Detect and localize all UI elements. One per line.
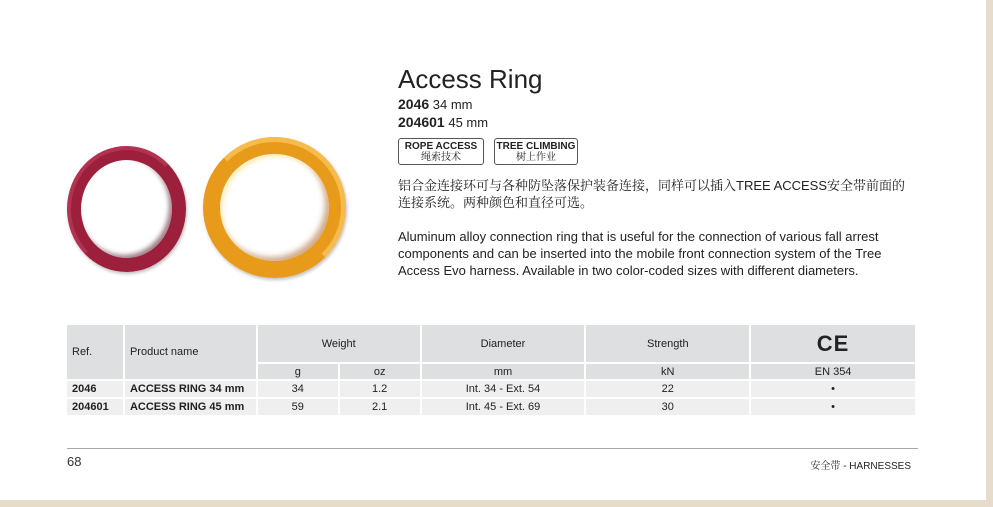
ce-mark-icon: CE: [750, 325, 916, 363]
table-header-row: [67, 325, 916, 363]
cell-oz: 1.2: [339, 380, 421, 398]
header-diameter: Diameter: [421, 325, 586, 363]
ref-size: 45 mm: [448, 115, 489, 130]
badge-label-zh: 树上作业: [516, 152, 556, 163]
cell-en354: •: [750, 380, 916, 398]
ref-number: 2046: [398, 96, 430, 112]
cell-name: ACCESS RING 34 mm: [124, 380, 257, 398]
product-ref-204601: [398, 114, 488, 130]
badge-label-zh: 绳索技术: [421, 152, 461, 163]
access-ring-34-red-image: [67, 146, 186, 272]
header-strength: Strength: [585, 325, 750, 363]
cell-ref: 2046: [67, 380, 124, 398]
subheader-g: g: [257, 363, 339, 380]
specifications-table: [67, 325, 917, 415]
table-row: [67, 398, 916, 415]
subheader-mm: mm: [421, 363, 586, 380]
product-ref-2046: [398, 96, 473, 112]
ref-size: 34 mm: [432, 97, 473, 112]
cell-g: 59: [257, 398, 339, 415]
subheader-oz: oz: [339, 363, 421, 380]
ref-number: 204601: [398, 114, 445, 130]
footer-divider: [67, 448, 918, 449]
page-number: 68: [67, 454, 82, 469]
badge-tree-climbing: [494, 138, 578, 165]
description-chinese: 铝合金连接环可与各种防坠落保护装备连接，同样可以插入TREE ACCESS安全带前面的连接系统。两种颜色和直径可选。: [398, 178, 906, 210]
cell-oz: 2.1: [339, 398, 421, 415]
header-ref: Ref.: [67, 325, 124, 380]
cell-strength: 22: [585, 380, 750, 398]
subheader-kn: kN: [585, 363, 750, 380]
cell-ref: 204601: [67, 398, 124, 415]
badge-label-en: TREE CLIMBING: [496, 141, 576, 152]
access-ring-45-orange-image: [203, 137, 346, 278]
subheader-en354: EN 354: [750, 363, 916, 380]
header-weight: Weight: [257, 325, 421, 363]
header-product-name: Product name: [124, 325, 257, 380]
cell-g: 34: [257, 380, 339, 398]
section-label: 安全带 - HARNESSES: [810, 461, 911, 472]
product-title: Access Ring: [398, 64, 543, 94]
cell-strength: 30: [585, 398, 750, 415]
cell-diameter: Int. 34 - Ext. 54: [421, 380, 586, 398]
cell-name: ACCESS RING 45 mm: [124, 398, 257, 415]
table-row: [67, 380, 916, 398]
cell-diameter: Int. 45 - Ext. 69: [421, 398, 586, 415]
badge-label-en: ROPE ACCESS: [404, 141, 478, 152]
badge-rope-access: [398, 138, 484, 165]
cell-en354: •: [750, 398, 916, 415]
page-edge: [986, 0, 993, 507]
description-english: Aluminum alloy connection ring that is useful for the connection of various fall arrest components and can be inserted into the mobile front connection system of the Tree Access Evo harness. Available in two color-coded sizes with different diameters.: [398, 229, 882, 278]
